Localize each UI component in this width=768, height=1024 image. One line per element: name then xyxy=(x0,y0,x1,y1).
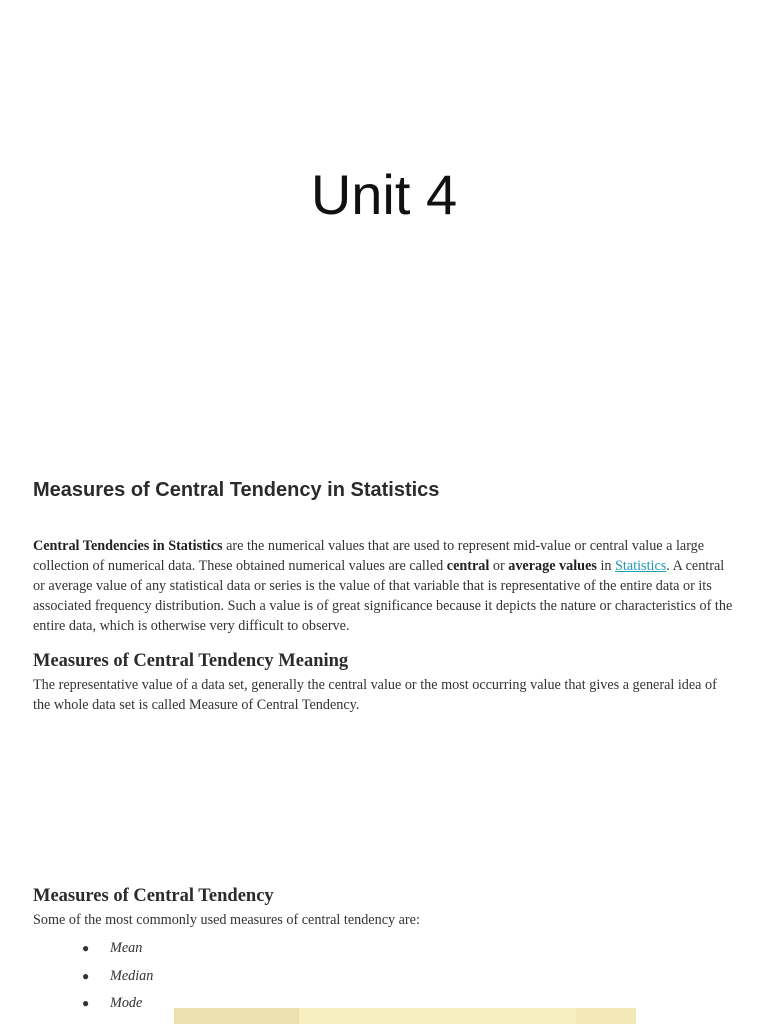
intro-text-2: . A central or average value of any statistical data or series is the value of that variable that is representative of the entire data or its associated frequency distribution. Such a value is of great significance because it depicts the nature or characteristics of the entire data, which is otherwise very difficult to observe. xyxy=(33,558,733,634)
intro-bold-central: central xyxy=(446,558,490,574)
measures-heading: Measures of Central Tendency xyxy=(33,886,274,906)
statistics-link[interactable]: Statistics xyxy=(615,558,667,574)
intro-bold-average: average values xyxy=(508,558,597,574)
bullet-icon: ● xyxy=(82,941,90,955)
intro-text-in: in xyxy=(596,558,616,574)
unit-title: Unit 4 xyxy=(310,163,458,226)
list-item-label: Mean xyxy=(110,940,143,956)
intro-paragraph xyxy=(33,536,735,636)
bullet-icon: ● xyxy=(82,996,90,1010)
intro-text-1: are the numerical values that are used to represent mid-value or central value a large collection of numerical data. These obtained numerical values are called xyxy=(33,538,705,574)
meaning-heading: Measures of Central Tendency Meaning xyxy=(33,651,349,671)
list-item-label: Median xyxy=(110,967,154,984)
section-heading: Measures of Central Tendency in Statistics xyxy=(33,479,440,501)
intro-text-or: or xyxy=(489,558,509,574)
bullet-icon: ● xyxy=(82,968,90,983)
list-item-label: Mode xyxy=(110,995,143,1011)
illustration-shade-left xyxy=(174,1008,299,1024)
meaning-paragraph: The representative value of a data set, generally the central value or the most occurring value that gives a general idea of the whole data set is called Measure of Central Tendency. xyxy=(33,677,717,713)
intro-bold-lead: Central Tendencies in Statistics xyxy=(33,538,223,554)
illustration-shade-right xyxy=(576,1008,636,1024)
illustration-image xyxy=(174,1008,636,1024)
measures-intro: Some of the most commonly used measures of central tendency are: xyxy=(33,912,420,928)
